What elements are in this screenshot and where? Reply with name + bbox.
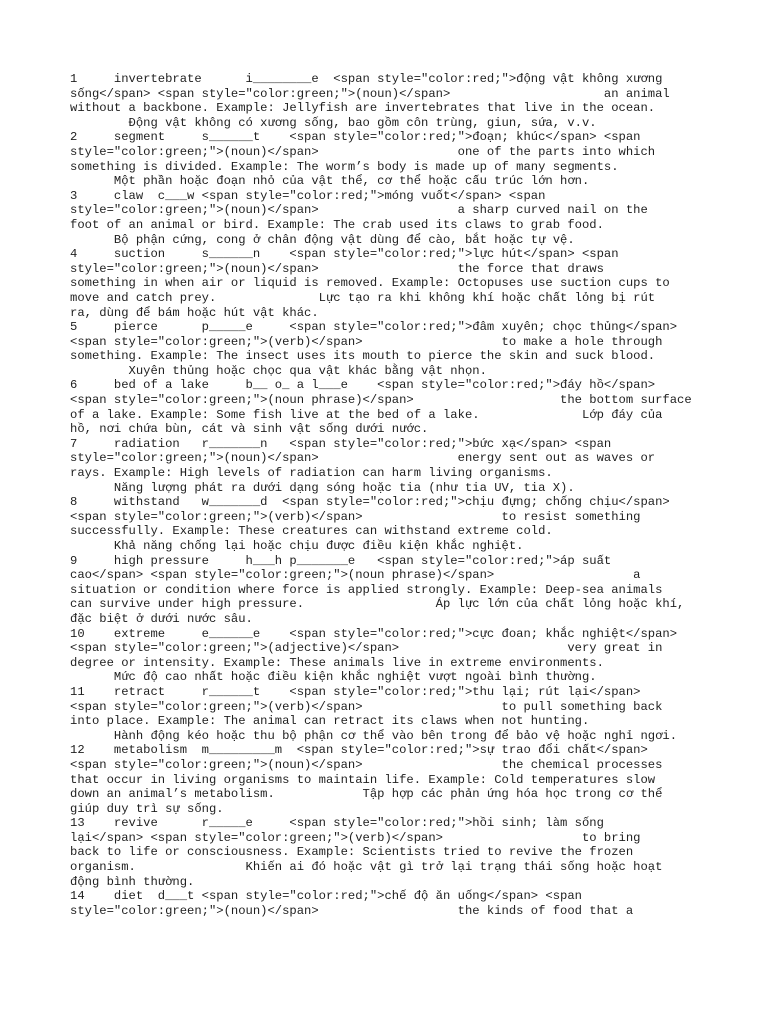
- text-line: Bộ phận cứng, cong ở chân động vật dùng để cào, bắt hoặc tự vệ.: [70, 232, 575, 247]
- text-line: 12 metabolism m_________m <span style="color:red;">sự trao đổi chất</span>: [70, 743, 648, 758]
- text-line: that occur in living organisms to maintain life. Example: Cold temperatures slow: [70, 772, 656, 787]
- text-line: 14 diet d___t <span style="color:red;">chế độ ăn uống</span> <span: [70, 889, 582, 904]
- text-line: organism. Khiến ai đó hoặc vật gì trở lại trạng thái sống hoặc hoạt: [70, 860, 663, 875]
- text-line: động bình thường.: [70, 874, 195, 889]
- text-line: <span style="color:green;">(adjective)</span> very great in: [70, 641, 663, 656]
- text-line: of a lake. Example: Some fish live at the bed of a lake. Lớp đáy của: [70, 407, 663, 422]
- text-line: something in when air or liquid is removed. Example: Octopuses use suction cups to: [70, 276, 670, 291]
- text-line: 13 revive r_____e <span style="color:red;">hồi sinh; làm sống: [70, 816, 604, 831]
- text-line: without a backbone. Example: Jellyfish are invertebrates that live in the ocean.: [70, 101, 656, 116]
- text-line: 9 high pressure h___h p_______e <span style="color:red;">áp suất: [70, 553, 612, 568]
- text-line: situation or condition where force is applied strongly. Example: Deep-sea animals: [70, 582, 663, 597]
- text-line: 10 extreme e______e <span style="color:red;">cực đoan; khắc nghiệt</span>: [70, 626, 678, 641]
- text-line: style="color:green;">(noun)</span> energy sent out as waves or: [70, 451, 656, 466]
- text-line: <span style="color:green;">(verb)</span> to pull something back: [70, 699, 663, 714]
- text-line: foot of an animal or bird. Example: The crab used its claws to grab food.: [70, 217, 604, 232]
- text-line: 3 claw c___w <span style="color:red;">móng vuốt</span> <span: [70, 188, 546, 203]
- text-line: style="color:green;">(noun)</span> the kinds of food that a: [70, 903, 634, 918]
- text-line: Động vật không có xương sống, bao gồm côn trùng, giun, sứa, v.v.: [70, 115, 597, 130]
- text-line: lại</span> <span style="color:green;">(verb)</span> to bring: [70, 830, 641, 845]
- text-line: ra, dùng để bám hoặc hút vật khác.: [70, 305, 319, 320]
- text-line: cao</span> <span style="color:green;">(noun phrase)</span> a: [70, 568, 641, 583]
- text-line: <span style="color:green;">(noun phrase)</span> the bottom surface: [70, 393, 692, 408]
- text-line: Năng lượng phát ra dưới dạng sóng hoặc tia (như tia UV, tia X).: [70, 480, 575, 495]
- document-page: [70, 72, 698, 918]
- text-line: giúp duy trì sự sống.: [70, 801, 224, 816]
- text-line: sống</span> <span style="color:green;">(noun)</span> an animal: [70, 86, 670, 101]
- text-line: can survive under high pressure. Áp lực lớn của chất lỏng hoặc khí,: [70, 597, 685, 612]
- text-line: 1 invertebrate i________e <span style="color:red;">động vật không xương: [70, 72, 663, 86]
- text-line: 7 radiation r_______n <span style="color:red;">bức xạ</span> <span: [70, 436, 612, 451]
- text-line: <span style="color:green;">(verb)</span> to make a hole through: [70, 334, 663, 349]
- text-line: Mức độ cao nhất hoặc điều kiện khắc nghiệt vượt ngoài bình thường.: [70, 670, 597, 685]
- text-line: 11 retract r______t <span style="color:red;">thu lại; rút lại</span>: [70, 684, 641, 699]
- text-line: Xuyên thủng hoặc chọc qua vật khác bằng vật nhọn.: [70, 363, 487, 378]
- text-line: 6 bed of a lake b__ o_ a l___e <span style="color:red;">đáy hồ</span>: [70, 378, 656, 393]
- text-line: successfully. Example: These creatures can withstand extreme cold.: [70, 524, 553, 539]
- text-line: rays. Example: High levels of radiation can harm living organisms.: [70, 466, 553, 481]
- text-line: move and catch prey. Lực tạo ra khi không khí hoặc chất lỏng bị rút: [70, 290, 656, 305]
- text-line: something. Example: The insect uses its mouth to pierce the skin and suck blood.: [70, 349, 656, 364]
- text-line: Một phần hoặc đoạn nhỏ của vật thể, cơ thể hoặc cấu trúc lớn hơn.: [70, 174, 590, 189]
- text-line: 8 withstand w_______d <span style="color:red;">chịu đựng; chống chịu</span>: [70, 495, 670, 510]
- text-line: into place. Example: The animal can retract its claws when not hunting.: [70, 714, 590, 729]
- text-line: degree or intensity. Example: These animals live in extreme environments.: [70, 655, 604, 670]
- text-line: 5 pierce p_____e <span style="color:red;">đâm xuyên; chọc thủng</span>: [70, 320, 678, 335]
- text-line: <span style="color:green;">(noun)</span> the chemical processes: [70, 757, 663, 772]
- text-line: style="color:green;">(noun)</span> the force that draws: [70, 261, 604, 276]
- text-line: back to life or consciousness. Example: Scientists tried to revive the frozen: [70, 845, 634, 860]
- text-line: Khả năng chống lại hoặc chịu được điều kiện khắc nghiệt.: [70, 539, 524, 553]
- text-line: đặc biệt ở dưới nước sâu.: [70, 611, 253, 626]
- text-line: 2 segment s______t <span style="color:red;">đoạn; khúc</span> <span: [70, 130, 641, 145]
- text-line: <span style="color:green;">(verb)</span> to resist something: [70, 509, 641, 524]
- text-line: something is divided. Example: The worm’s body is made up of many segments.: [70, 159, 619, 174]
- text-line: style="color:green;">(noun)</span> a sharp curved nail on the: [70, 203, 648, 218]
- text-line: Hành động kéo hoặc thu bộ phận cơ thể vào bên trong để bảo vệ hoặc nghỉ ngơi.: [70, 728, 678, 743]
- text-line: 4 suction s______n <span style="color:red;">lực hút</span> <span: [70, 247, 619, 262]
- text-line: down an animal’s metabolism. Tập hợp các phản ứng hóa học trong cơ thể: [70, 787, 663, 802]
- text-line: hồ, nơi chứa bùn, cát và sinh vật sống dưới nước.: [70, 422, 429, 437]
- text-line: style="color:green;">(noun)</span> one of the parts into which: [70, 144, 656, 159]
